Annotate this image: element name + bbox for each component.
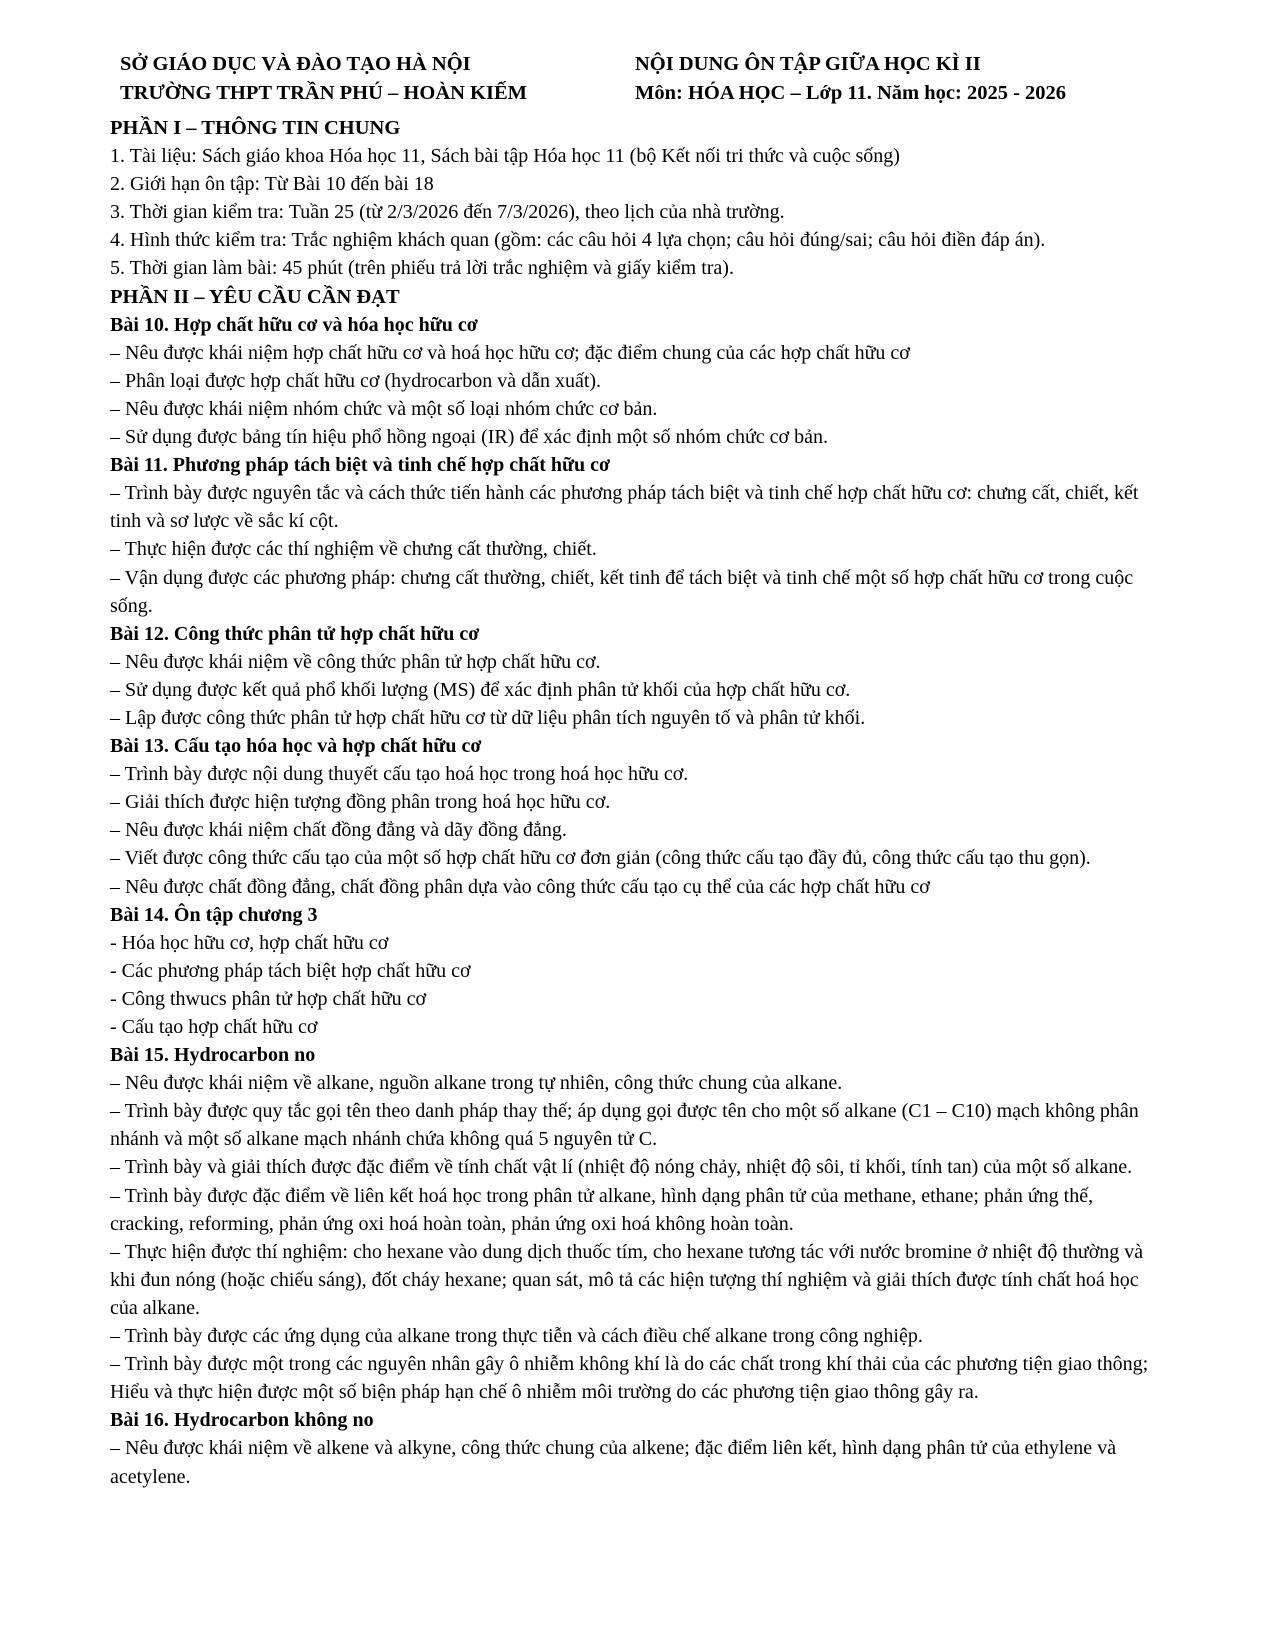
general-info-item: 1. Tài liệu: Sách giáo khoa Hóa học 11, Sách bài tập Hóa học 11 (bộ Kết nối tri thức và cuộc sống) (110, 145, 900, 168)
requirement-item: – Sử dụng được bảng tín hiệu phổ hồng ngoại (IR) để xác định một số nhóm chức cơ bản. (110, 426, 828, 449)
requirement-item: – Trình bày được nội dung thuyết cấu tạo hoá học trong hoá học hữu cơ. (110, 763, 689, 786)
requirement-item: – Thực hiện được thí nghiệm: cho hexane vào dung dịch thuốc tím, cho hexane tương tác với nước bromine ở nhiệt độ thường và khi đun nóng (hoặc chiếu sáng), đốt cháy hexane; quan sát, mô tả các hiện tượng thí nghiệm và giải thích được tính chất hoá học của alkane. (110, 1240, 1144, 1319)
requirement-item: – Phân loại được hợp chất hữu cơ (hydrocarbon và dẫn xuất). (110, 369, 602, 392)
general-info-item: 2. Giới hạn ôn tập: Từ Bài 10 đến bài 18 (110, 173, 434, 196)
lesson-15-title: Bài 15. Hydrocarbon no (110, 1044, 316, 1067)
requirement-item: – Nêu được khái niệm về alkane, nguồn alkane trong tự nhiên, công thức chung của alkane. (110, 1072, 843, 1095)
document-body (110, 114, 1160, 1491)
lesson-13-title: Bài 13. Cấu tạo hóa học và hợp chất hữu cơ (110, 735, 482, 758)
requirement-item: – Nêu được khái niệm về công thức phân tử hợp chất hữu cơ. (110, 650, 601, 673)
requirement-item: – Trình bày được các ứng dụng của alkane trong thực tiễn và cách điều chế alkane trong công nghiệp. (110, 1325, 923, 1348)
lesson-11-title: Bài 11. Phương pháp tách biệt và tinh chế hợp chất hữu cơ (110, 454, 611, 477)
title-block (635, 50, 1255, 108)
requirement-item: – Viết được công thức cấu tạo của một số hợp chất hữu cơ đơn giản (công thức cấu tạo đầy đủ, công thức cấu tạo thu gọn). (110, 847, 1091, 870)
requirement-item: – Trình bày được đặc điểm về liên kết hoá học trong phân tử alkane, hình dạng phân tử của methane, ethane; phản ứng thế, cracking, reforming, phản ứng oxi hoá hoàn toàn, phản ứng oxi hoá không hoàn toàn. (110, 1184, 1094, 1235)
review-topic-item: - Công thwucs phân tử hợp chất hữu cơ (110, 987, 427, 1010)
school-name: TRƯỜNG THPT TRẦN PHÚ – HOÀN KIẾM (120, 82, 527, 104)
requirement-item: – Nêu được khái niệm chất đồng đẳng và dãy đồng đẳng. (110, 819, 567, 842)
department-name: SỞ GIÁO DỤC VÀ ĐÀO TẠO HÀ NỘI (120, 53, 471, 75)
requirement-item: – Thực hiện được các thí nghiệm về chưng cất thường, chiết. (110, 538, 597, 561)
requirement-item: – Sử dụng được kết quả phổ khối lượng (MS) để xác định phân tử khối của hợp chất hữu cơ. (110, 678, 851, 701)
part1-title: PHẦN I – THÔNG TIN CHUNG (110, 117, 401, 139)
requirement-item: – Nêu được khái niệm nhóm chức và một số loại nhóm chức cơ bản. (110, 397, 658, 420)
issuer-block (120, 50, 620, 108)
requirement-item: – Giải thích được hiện tượng đồng phân trong hoá học hữu cơ. (110, 791, 611, 814)
general-info-item: 3. Thời gian kiểm tra: Tuần 25 (từ 2/3/2026 đến 7/3/2026), theo lịch của nhà trường. (110, 201, 785, 224)
part2-title: PHẦN II – YÊU CẦU CẦN ĐẠT (110, 285, 400, 308)
requirement-item: – Vận dụng được các phương pháp: chưng cất thường, chiết, kết tinh để tách biệt và tinh chế một số hợp chất hữu cơ trong cuộc sống. (110, 566, 1134, 617)
review-topic-item: - Hóa học hữu cơ, hợp chất hữu cơ (110, 931, 389, 954)
general-info-item: 5. Thời gian làm bài: 45 phút (trên phiếu trả lời trắc nghiệm và giấy kiểm tra). (110, 257, 734, 280)
lesson-16-title: Bài 16. Hydrocarbon không no (110, 1409, 374, 1432)
subject-line: Môn: HÓA HỌC – Lớp 11. Năm học: 2025 - 2026 (635, 82, 1067, 104)
document-title: NỘI DUNG ÔN TẬP GIỮA HỌC KÌ II (635, 53, 981, 75)
requirement-item: – Nêu được chất đồng đẳng, chất đồng phân dựa vào công thức cấu tạo cụ thể của các hợp chất hữu cơ (110, 875, 930, 898)
requirement-item: – Trình bày được nguyên tắc và cách thức tiến hành các phương pháp tách biệt và tinh chế hợp chất hữu cơ: chưng cất, chiết, kết tinh và sơ lược về sắc kí cột. (110, 482, 1139, 533)
review-topic-item: - Các phương pháp tách biệt hợp chất hữu cơ (110, 959, 471, 982)
lesson-14-title: Bài 14. Ôn tập chương 3 (110, 903, 318, 926)
requirement-item: – Trình bày được một trong các nguyên nhân gây ô nhiễm không khí là do các chất trong khí thải của các phương tiện giao thông; Hiểu và thực hiện được một số biện pháp hạn chế ô nhiễm môi trường do các phương tiện giao thông gây ra. (110, 1353, 1149, 1404)
lesson-10-title: Bài 10. Hợp chất hữu cơ và hóa học hữu cơ (110, 313, 478, 336)
requirement-item: – Lập được công thức phân tử hợp chất hữu cơ từ dữ liệu phân tích nguyên tố và phân tử khối. (110, 706, 866, 729)
general-info-item: 4. Hình thức kiểm tra: Trắc nghiệm khách quan (gồm: các câu hỏi 4 lựa chọn; câu hỏi đúng/sai; câu hỏi điền đáp án). (110, 229, 1046, 252)
requirement-item: – Nêu được khái niệm hợp chất hữu cơ và hoá học hữu cơ; đặc điểm chung của các hợp chất hữu cơ (110, 341, 910, 364)
review-topic-item: - Cấu tạo hợp chất hữu cơ (110, 1016, 318, 1038)
requirement-item: – Trình bày được quy tắc gọi tên theo danh pháp thay thế; áp dụng gọi được tên cho một số alkane (C1 – C10) mạch không phân nhánh và một số alkane mạch nhánh chứa không quá 5 nguyên tử C. (110, 1100, 1139, 1151)
requirement-item: – Nêu được khái niệm về alkene và alkyne, công thức chung của alkene; đặc điểm liên kết, hình dạng phân tử của ethylene và acetylene. (110, 1437, 1117, 1488)
requirement-item: – Trình bày và giải thích được đặc điểm về tính chất vật lí (nhiệt độ nóng chảy, nhiệt độ sôi, tỉ khối, tính tan) của một số alkane. (110, 1156, 1133, 1179)
lesson-12-title: Bài 12. Công thức phân tử hợp chất hữu cơ (110, 622, 480, 645)
